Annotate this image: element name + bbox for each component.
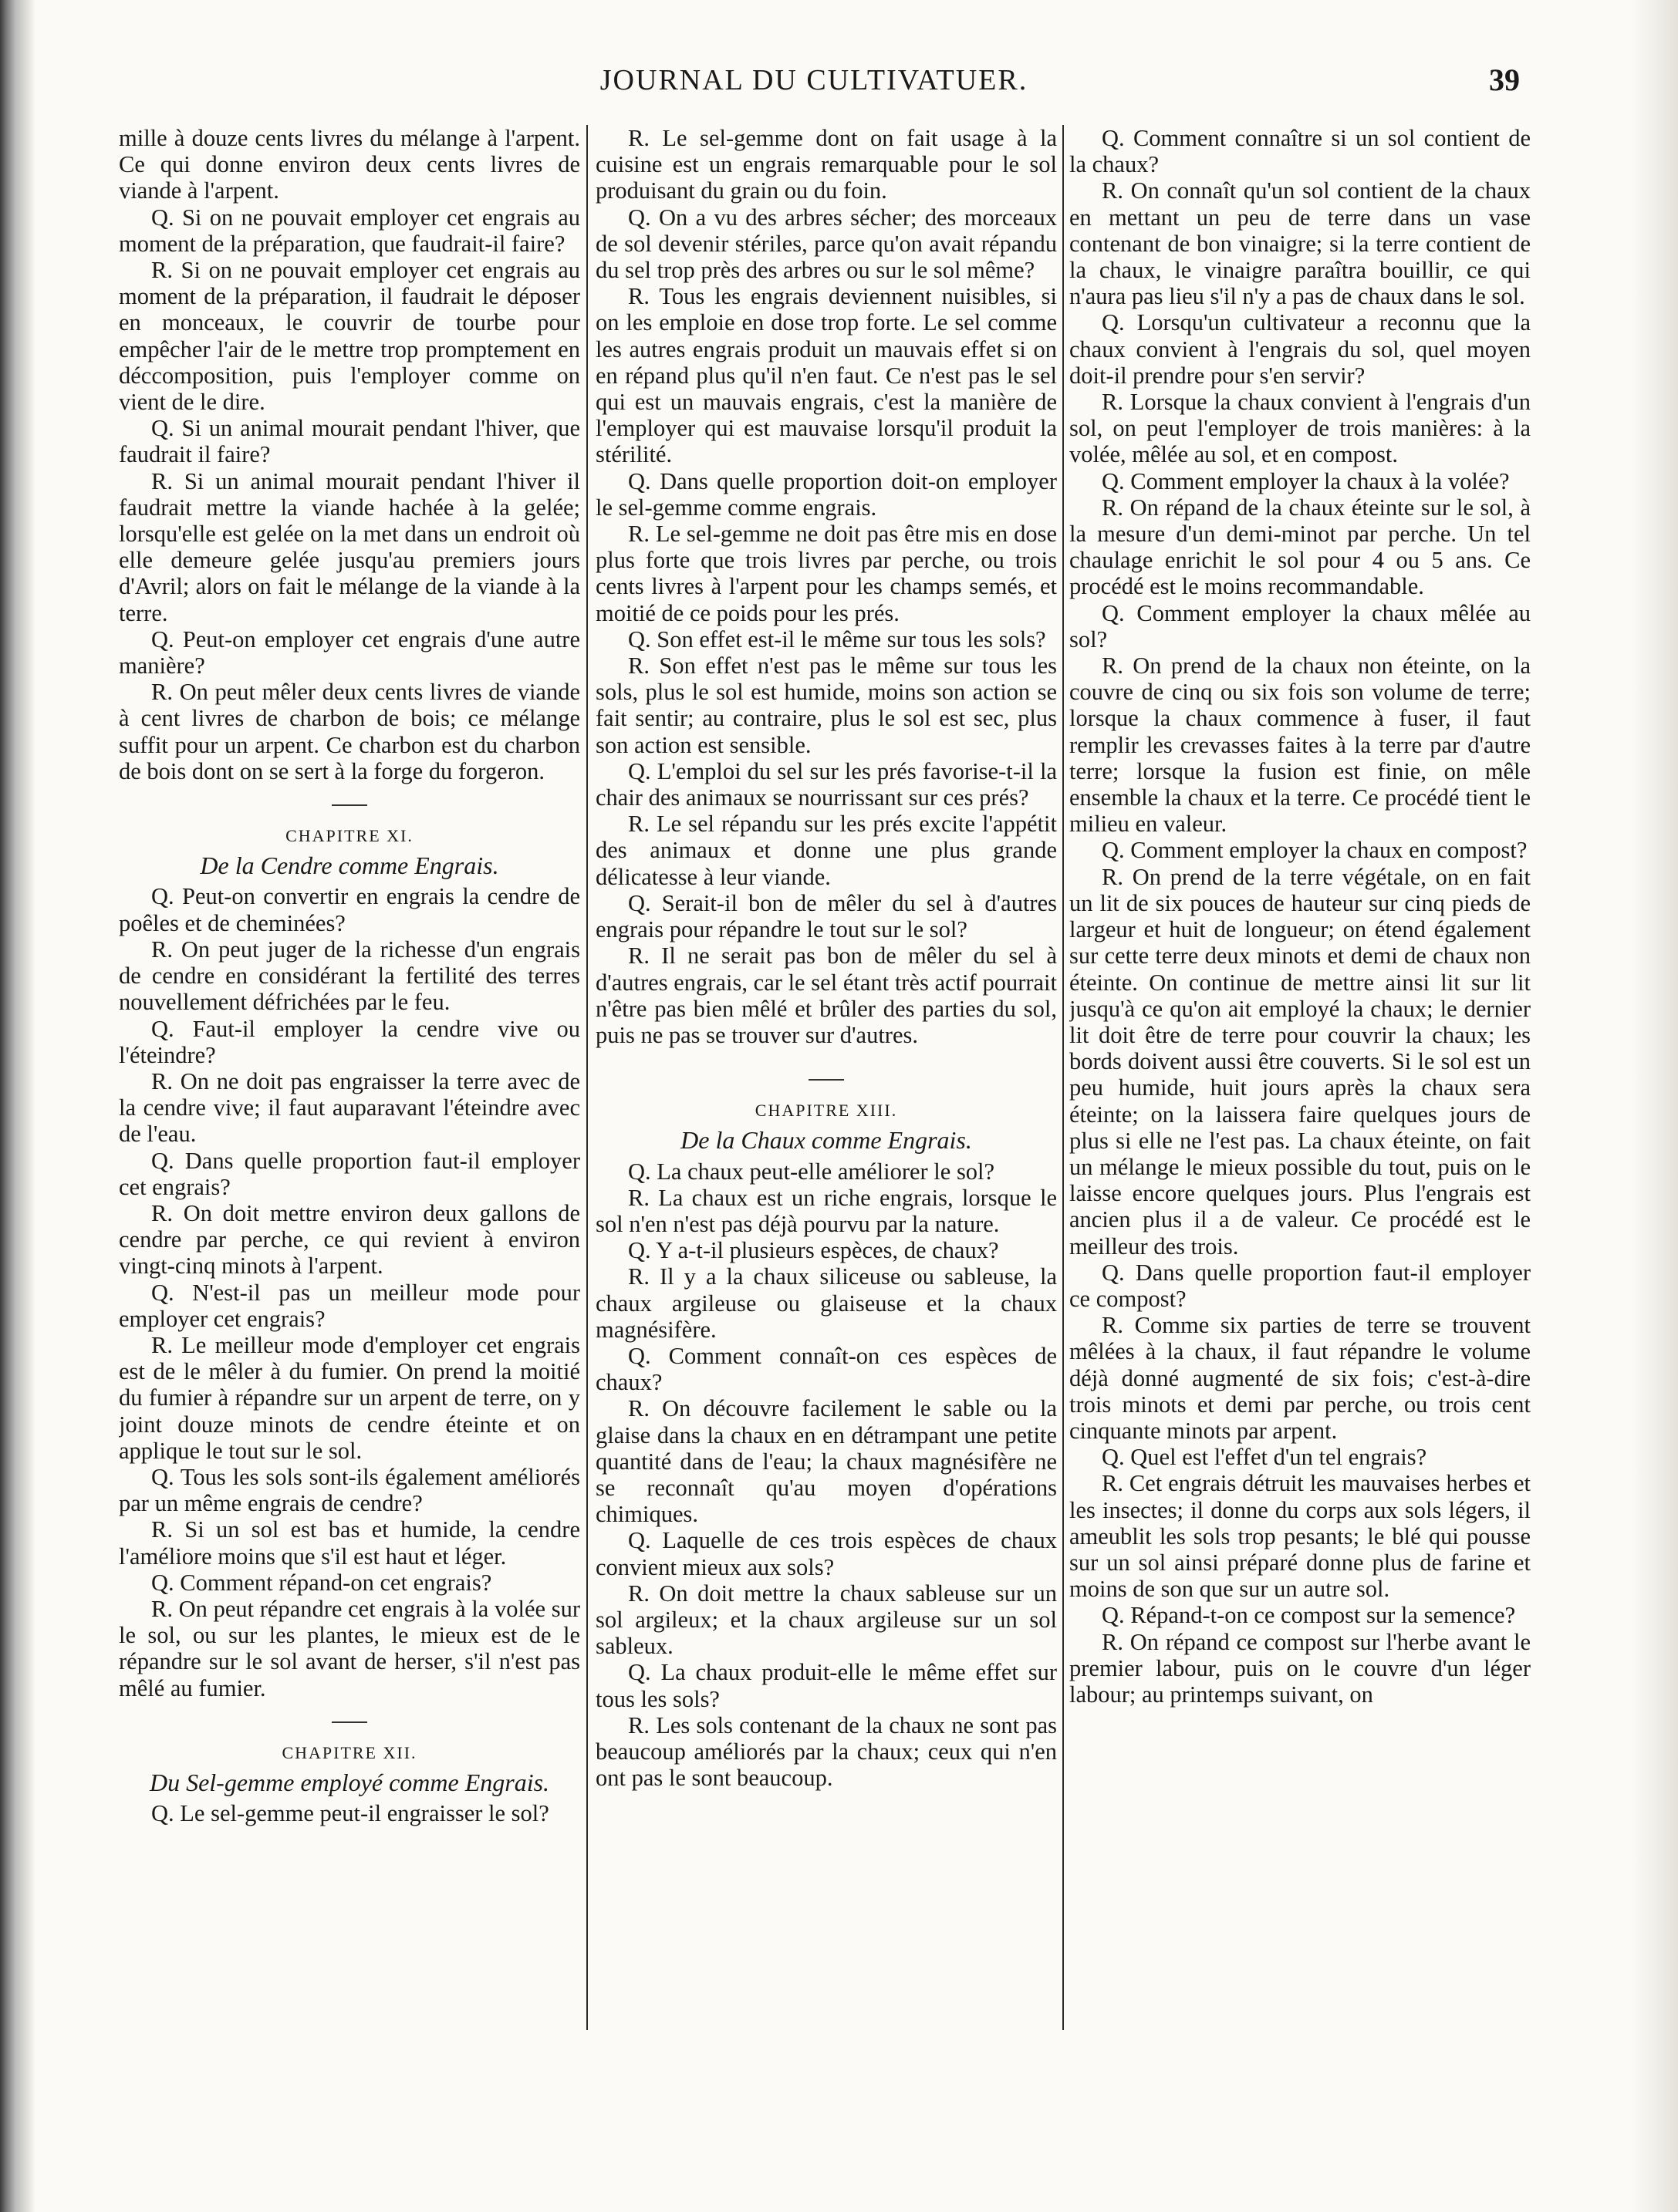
- paragraph: mille à douze cents livres du mélange à l'arpent. Ce qui donne environ deux cents livres de viande à l'arpent.: [119, 125, 580, 204]
- answer: R. Il y a la chaux siliceuse ou sableuse, la chaux argileuse ou glaiseuse et la chaux magnésifère.: [596, 1263, 1057, 1343]
- question: Q. Dans quelle proportion faut-il employer cet engrais?: [119, 1147, 580, 1200]
- question: Q. Comment employer la chaux mêlée au sol?: [1069, 599, 1531, 652]
- column-divider-1: [586, 125, 588, 2030]
- answer: R. Le sel répandu sur les prés excite l'appétit des animaux et donne une plus grande délicatesse à leur viande.: [596, 811, 1057, 890]
- answer: R. Si un animal mourait pendant l'hiver il faudrait mettre la viande hachée à la gelée; lorsqu'elle est gelée on la met dans un endroit où elle demeure gelée jusqu'au premiers jours d'Avril; alors on fait le mélange de la viande à la terre.: [119, 467, 580, 626]
- question: Q. Comment employer la chaux en compost?: [1102, 837, 1528, 864]
- section-dash: [332, 804, 367, 806]
- answer: R. Comme six parties de terre se trouvent mêlées à la chaux, il faut répandre le volume déjà donné augmenté de six fois; c'est-à-dire trois minots et demi par perche, ou trois cent cinquante minots par arpent.: [1069, 1312, 1531, 1444]
- chapter-title: De la Cendre comme Engrais.: [200, 851, 499, 880]
- question: Q. Comment connaît-on ces espèces de chaux?: [596, 1342, 1057, 1396]
- chapter-title: Du Sel-gemme employé comme Engrais.: [149, 1768, 550, 1796]
- page-number: 39: [1489, 62, 1520, 97]
- chapter-number: CHAPITRE XIII.: [755, 1101, 898, 1121]
- question: Q. Lorsqu'un cultivateur a reconnu que la chaux convient à l'engrais du sol, quel moyen doit-il prendre pour s'en servir?: [1069, 309, 1531, 389]
- question: Q. Peut-on employer cet engrais d'une autre manière?: [119, 625, 580, 679]
- chapter-11-heading: [119, 804, 580, 878]
- question: Q. L'emploi du sel sur les prés favorise-t-il la chair des animaux se nourrissant sur ces prés?: [596, 757, 1057, 811]
- answer: R. Si un sol est bas et humide, la cendre l'améliore moins que s'il est haut et léger.: [119, 1516, 580, 1570]
- chapter-12-heading: [119, 1721, 580, 1796]
- answer: R. Lorsque la chaux convient à l'engrais d'un sol, on peut l'employer de trois manières: à la volée, mêlée au sol, et en compost.: [1069, 389, 1531, 468]
- section-dash: [809, 1079, 844, 1081]
- answer: R. Le sel-gemme ne doit pas être mis en dose plus forte que trois livres par perche, ou trois cents livres à l'arpent pour les champs semés, et moitié de ce poids pour les prés.: [596, 521, 1057, 626]
- answer: R. On doit mettre la chaux sableuse sur un sol argileux; et la chaux argileuse sur un sol sableux.: [596, 1580, 1057, 1660]
- answer: R. On doit mettre environ deux gallons de cendre par perche, ce qui revient à environ vingt-cinq minots à l'arpent.: [119, 1199, 580, 1280]
- question: Q. Quel est l'effet d'un tel engrais?: [1102, 1444, 1427, 1471]
- answer: R. On peut juger de la richesse d'un engrais de cendre en considérant la fertilité des terres nouvellement défrichées par le feu.: [119, 936, 580, 1016]
- chapter-13-heading: [596, 1079, 1057, 1153]
- chapter-number: CHAPITRE XII.: [282, 1742, 417, 1762]
- journal-title: JOURNAL DU CULTIVATUER.: [599, 64, 1028, 96]
- question: Q. Serait-il bon de mêler du sel à d'autres engrais pour répandre le tout sur le sol?: [596, 889, 1057, 943]
- column-2: [596, 125, 1057, 2099]
- scan-shadow-right: [1632, 0, 1678, 2212]
- question: Q. Son effet est-il le même sur tous les sols?: [628, 625, 1046, 652]
- column-1: [119, 125, 580, 2099]
- answer: R. La chaux est un riche engrais, lorsque le sol n'en n'est pas déjà pourvu par la nature.: [596, 1184, 1057, 1237]
- answer: R. Son effet n'est pas le même sur tous les sols, plus le sol est humide, moins son action se fait sentir; au contraire, plus le sol est sec, plus son action est sensible.: [596, 652, 1057, 758]
- answer: R. On répand ce compost sur l'herbe avant le premier labour, puis on le couvre d'un léger labour; au printemps suivant, on: [1069, 1628, 1531, 1708]
- question: Q. Comment répand-on cet engrais?: [151, 1569, 492, 1596]
- answer: R. Cet engrais détruit les mauvaises herbes et les insectes; il donne du corps aux sols légers, il ameublit les sols trop pesants; le blé qui pousse sur un sol ainsi préparé donne plus de farine et moins de son que sur un autre sol.: [1069, 1470, 1531, 1603]
- question: Q. Si on ne pouvait employer cet engrais au moment de la préparation, que faudrait-il faire?: [119, 204, 580, 257]
- chapter-number: CHAPITRE XI.: [285, 826, 414, 846]
- question: Q. Comment connaître si un sol contient de la chaux?: [1069, 125, 1531, 178]
- answer: R. Tous les engrais deviennent nuisibles, si on les emploie en dose trop forte. Le sel comme les autres engrais produit un mauvais effet si on en répand plus qu'il n'en faut. Ce n'est pas le sel qui est un mauvais engrais, c'est la manière de l'employer qui est mauvaise lorsqu'il produit la stérilité.: [596, 283, 1057, 468]
- scan-shadow-left: [0, 0, 35, 2212]
- question: Q. N'est-il pas un meilleur mode pour employer cet engrais?: [119, 1279, 580, 1332]
- chapter-title: De la Chaux comme Engrais.: [680, 1126, 972, 1155]
- answer: R. On peut répandre cet engrais à la volée sur le sol, ou sur les plantes, le mieux est de le répandre sur le sol avant de herser, s'il n'est pas mêlé au fumier.: [119, 1595, 580, 1701]
- question: Q. Le sel-gemme peut-il engraisser le sol?: [151, 1800, 549, 1827]
- page-header: [108, 63, 1520, 110]
- question: Q. On a vu des arbres sécher; des morceaux de sol devenir stériles, parce qu'on avait répandu du sel trop près des arbres ou sur le sol même?: [596, 204, 1057, 284]
- answer: R. Le meilleur mode d'employer cet engrais est de le mêler à du fumier. On prend la moitié du fumier à répandre sur un arpent de terre, on y joint douze minots de cendre éteinte et on applique le tout sur le sol.: [119, 1331, 580, 1464]
- answer: R. On connaît qu'un sol contient de la chaux en mettant un peu de terre dans un vase contenant de bon vinaigre; si la terre contient de la chaux, le vinaigre paraîtra bouillir, ce qui n'aura pas lieu s'il n'y a pas de chaux dans le sol.: [1069, 177, 1531, 310]
- question: Q. Tous les sols sont-ils également améliorés par un même engrais de cendre?: [119, 1463, 580, 1517]
- answer: R. On répand de la chaux éteinte sur le sol, à la mesure d'un demi-minot par perche. Un tel chaulage enrichit le sol pour 4 ou 5 ans. Ce procédé est le moins recommandable.: [1069, 494, 1531, 600]
- answer: R. On prend de la chaux non éteinte, on la couvre de cinq ou six fois son volume de terre; lorsque la chaux commence à fuser, il faut remplir les crevasses faites à la terre par d'autre terre; lorsque la fusion est finie, on mêle ensemble la chaux et la terre. Ce procédé tient le milieu en valeur.: [1069, 652, 1531, 838]
- answer: R. On peut mêler deux cents livres de viande à cent livres de charbon de bois; ce mélange suffit pour un arpent. Ce charbon est du charbon de bois dont on se sert à la forge du forgeron.: [119, 679, 580, 784]
- answer: R. On découvre facilement le sable ou la glaise dans la chaux en en détrampant une petite quantité dans de l'eau; la chaux magnésifère ne se reconnaît qu'au moyen d'opérations chimiques.: [596, 1395, 1057, 1528]
- question: Q. Peut-on convertir en engrais la cendre de poêles et de cheminées?: [119, 883, 580, 936]
- answer: R. Si on ne pouvait employer cet engrais au moment de la préparation, il faudrait le déposer en monceaux, le couvrir de tourbe pour empêcher l'air de le mettre trop promptement en déccomposition, puis l'employer comme on vient de le dire.: [119, 257, 580, 416]
- question: Q. Laquelle de ces trois espèces de chaux convient mieux aux sols?: [596, 1527, 1057, 1580]
- question: Q. Dans quelle proportion faut-il employer ce compost?: [1069, 1259, 1531, 1312]
- column-divider-2: [1062, 125, 1064, 2030]
- question: Q. Si un animal mourait pendant l'hiver, que faudrait il faire?: [119, 415, 580, 468]
- answer: R. On prend de la terre végétale, on en fait un lit de six pouces de hauteur sur cinq pieds de largeur et huit de longueur; on étend également sur cette terre deux minots et demi de chaux non éteinte. On continue de mettre ainsi lit sur lit jusqu'à ce qu'on ait employé la chaux; le dernier lit doit être de terre pour couvrir la chaux; les bords doivent aussi être couverts. Si le sol est un peu humide, huit jours après la chaux sera éteinte; on la laissera faire quelques jours de plus si elle ne l'est pas. La chaux éteinte, on fait un mélange le mieux possible du tout, puis on le laisse encore quelques jours. Plus l'engrais est ancien plus il a de valeur. Ce procédé est le meilleur des trois.: [1069, 863, 1531, 1259]
- answer: R. Les sols contenant de la chaux ne sont pas beaucoup améliorés par la chaux; ceux qui n'en ont pas le sont beaucoup.: [596, 1711, 1057, 1792]
- question: Q. Y a-t-il plusieurs espèces, de chaux?: [628, 1237, 999, 1264]
- question: Q. La chaux produit-elle le même effet sur tous les sols?: [596, 1659, 1057, 1712]
- column-3: [1069, 125, 1531, 2099]
- section-dash: [332, 1721, 367, 1723]
- answer: R. Le sel-gemme dont on fait usage à la cuisine est un engrais remarquable pour le sol produisant du grain ou du foin.: [596, 125, 1057, 204]
- question: Q. La chaux peut-elle améliorer le sol?: [628, 1158, 995, 1185]
- question: Q. Dans quelle proportion doit-on employer le sel-gemme comme engrais.: [596, 467, 1057, 521]
- question: Q. Répand-t-on ce compost sur la semence?: [1102, 1602, 1516, 1629]
- answer: R. On ne doit pas engraisser la terre avec de la cendre vive; il faut auparavant l'éteindre avec de l'eau.: [119, 1067, 580, 1148]
- question: Q. Faut-il employer la cendre vive ou l'éteindre?: [119, 1015, 580, 1068]
- answer: R. Il ne serait pas bon de mêler du sel à d'autres engrais, car le sel étant très actif pourrait n'être pas bien mêlé et brûler des parties du sol, puis ne pas se trouver sur d'autres.: [596, 942, 1057, 1048]
- question: Q. Comment employer la chaux à la volée?: [1102, 467, 1510, 494]
